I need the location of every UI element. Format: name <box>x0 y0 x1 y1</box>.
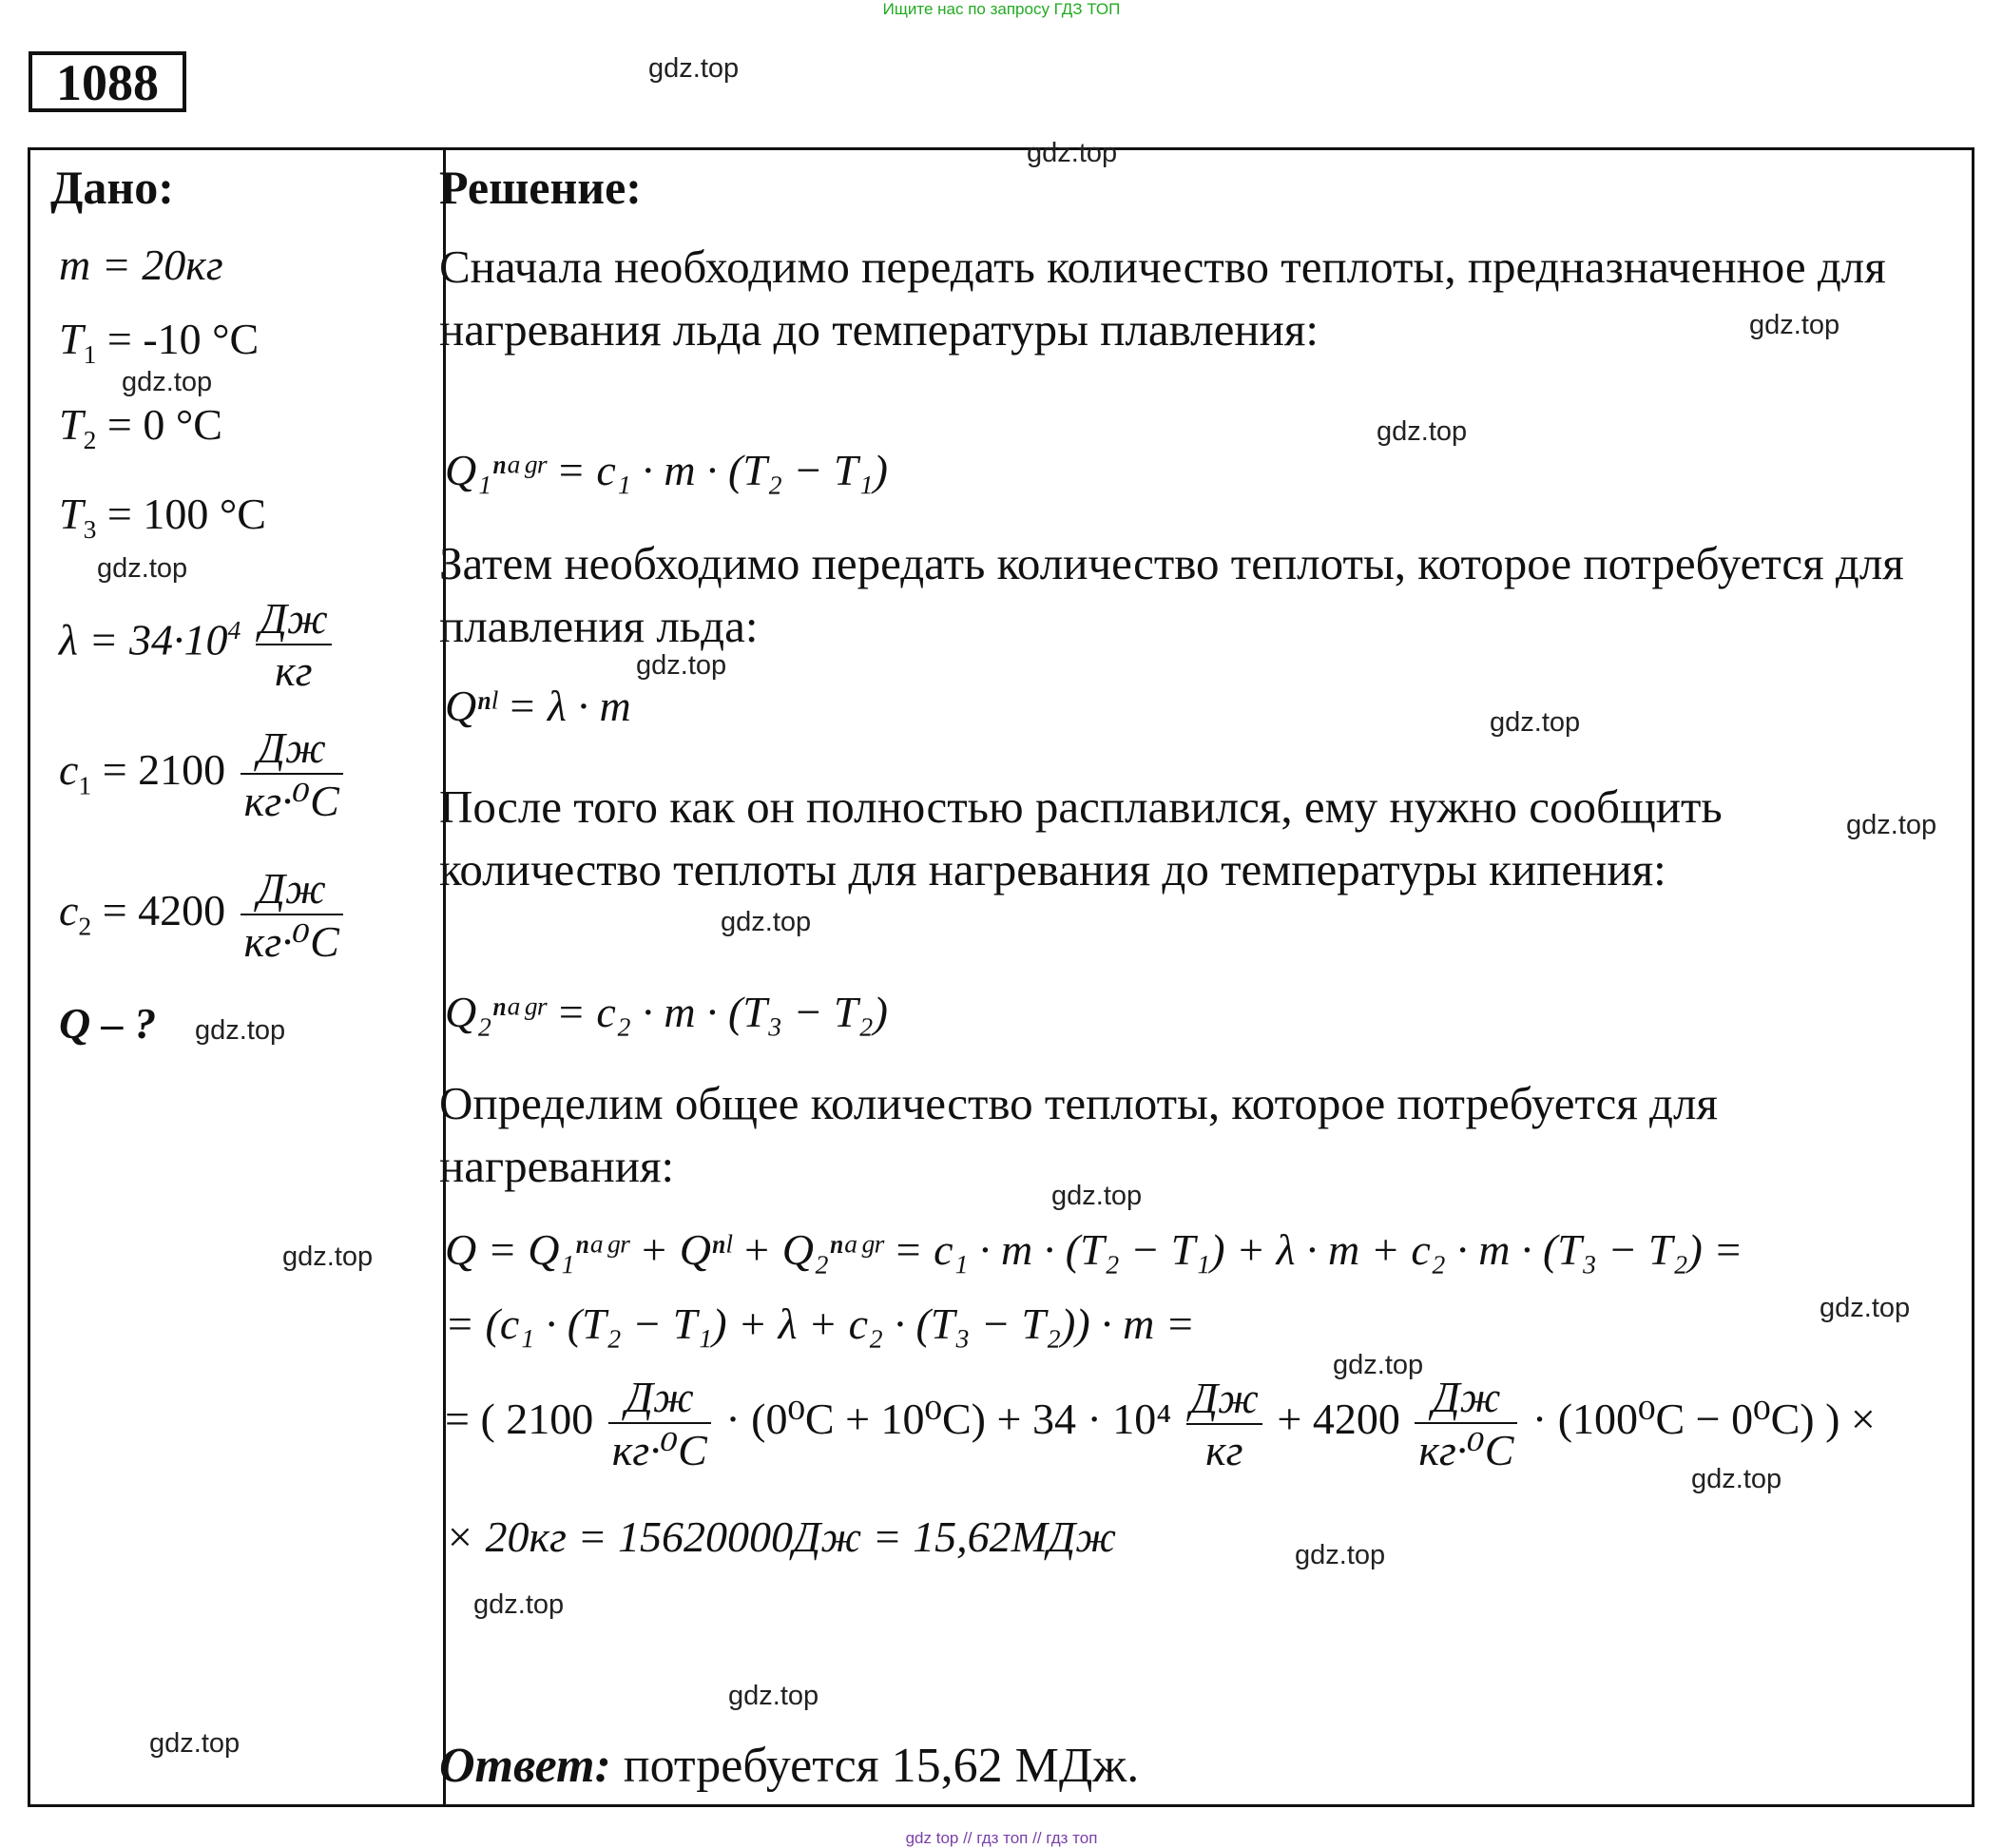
lambda-unit: $\frac{Дж}{кг}$ <box>256 593 332 696</box>
given-t1: $T_1 = -10$ °C <box>59 315 260 370</box>
watermark: gdz.top <box>282 1242 374 1272</box>
answer-text: потребуется 15,62 МДж. <box>610 1739 1140 1793</box>
formula-melting: Qⁿˡ = λ · m <box>445 682 631 730</box>
watermark: gdz.top <box>1027 138 1118 168</box>
top-banner[interactable]: Ищите нас по запросу ГДЗ ТОП <box>882 0 1121 18</box>
watermark: gdz.top <box>1691 1464 1782 1494</box>
watermark: gdz.top <box>195 1015 286 1046</box>
formula-factored: = (c₁ · (T₂ − T₁) + λ + c₂ · (T₃ − T₂)) · m = <box>445 1299 1195 1348</box>
t2-symbol: T <box>59 400 84 449</box>
c1-unit: $\frac{Дж}{\text{кг·⁰C}}$ <box>241 722 343 826</box>
watermark: gdz.top <box>1333 1350 1424 1380</box>
watermark: gdz.top <box>1051 1181 1143 1211</box>
watermark: gdz.top <box>149 1728 241 1759</box>
lambda-value: λ = 34·10 <box>59 615 228 664</box>
given-t2: $T_2 = 0$ °C <box>59 400 222 455</box>
t1-value: = -10 °C <box>96 315 260 363</box>
solution-frame <box>28 147 1974 1807</box>
problem-number: 1088 <box>29 51 186 112</box>
watermark: gdz.top <box>1490 707 1581 738</box>
bottom-footer[interactable]: gdz top // гдз топ // гдз топ <box>905 1829 1098 1847</box>
lambda-exp: 4 <box>227 615 241 645</box>
t2-value: = 0 °C <box>96 400 222 449</box>
watermark: gdz.top <box>1820 1293 1911 1323</box>
formula-heating-water: Q₂ⁿᵃᵍʳ = c₂ · m · (T₃ − T₂) <box>445 988 888 1036</box>
t3-symbol: T <box>59 490 84 538</box>
watermark: gdz.top <box>721 907 812 937</box>
solution-paragraph-2: Затем необходимо передать количество теплоты, которое потребуется для плавления льда: <box>439 537 1904 652</box>
watermark: gdz.top <box>728 1681 819 1711</box>
watermark: gdz.top <box>122 367 213 397</box>
watermark: gdz.top <box>97 553 188 584</box>
given-lambda <box>59 593 336 696</box>
given-find: Q – ? <box>59 999 157 1048</box>
watermark: gdz.top <box>648 53 740 84</box>
solution-paragraph-1: Сначала необходимо передать количество теплоты, предназначенное для нагревания льда до температуры плавления: <box>439 241 1886 356</box>
t3-value: = 100 °C <box>96 490 266 538</box>
formula-substitution: = ( 2100 $\frac{Дж}{\text{кг·⁰C}}$ · (0⁰C + 10⁰C) + 34 · 10⁴ $\frac{Дж}{кг}$ + 4200 $\frac{Дж}{\text{кг·⁰C}}$ · (100⁰C − 0⁰C) ) × <box>445 1373 1876 1474</box>
solution-title: Решение: <box>439 161 642 214</box>
watermark: gdz.top <box>1846 810 1937 840</box>
watermark: gdz.top <box>1295 1540 1386 1570</box>
watermark: gdz.top <box>636 650 727 681</box>
t1-symbol: T <box>59 315 84 363</box>
watermark: gdz.top <box>1749 310 1840 340</box>
answer <box>439 1738 1139 1794</box>
c2-unit: $\frac{Дж}{\text{кг·⁰C}}$ <box>241 863 343 967</box>
watermark: gdz.top <box>1377 416 1468 447</box>
solution-paragraph-4: Определим общее количество теплоты, которое потребуется для нагревания: <box>439 1077 1718 1192</box>
given-t3: $T_3 = 100$ °C <box>59 490 266 545</box>
formula-result: × 20кг = 15620000Дж = 15,62МДж <box>445 1512 1117 1561</box>
given-c2: $c_2 = 4200$ $\frac{Дж}{\text{кг·⁰C}}$ <box>59 863 347 967</box>
formula-heating-ice: Q₁ⁿᵃᵍʳ = c₁ · m · (T₂ − T₁) <box>445 446 888 494</box>
watermark: gdz.top <box>473 1589 565 1620</box>
answer-label: Ответ: <box>439 1739 611 1793</box>
solution-paragraph-3: После того как он полностью расплавился, ему нужно сообщить количество теплоты для нагревания до температуры кипения: <box>439 780 1723 895</box>
formula-total: Q = Q₁ⁿᵃᵍʳ + Qⁿˡ + Q₂ⁿᵃᵍʳ = c₁ · m · (T₂ − T₁) + λ · m + c₂ · m · (T₃ − T₂) = <box>445 1225 1743 1274</box>
given-mass: m = 20кг <box>59 241 223 289</box>
given-title: Дано: <box>50 161 174 214</box>
given-c1: $c_1 = 2100$ $\frac{Дж}{\text{кг·⁰C}}$ <box>59 722 347 826</box>
